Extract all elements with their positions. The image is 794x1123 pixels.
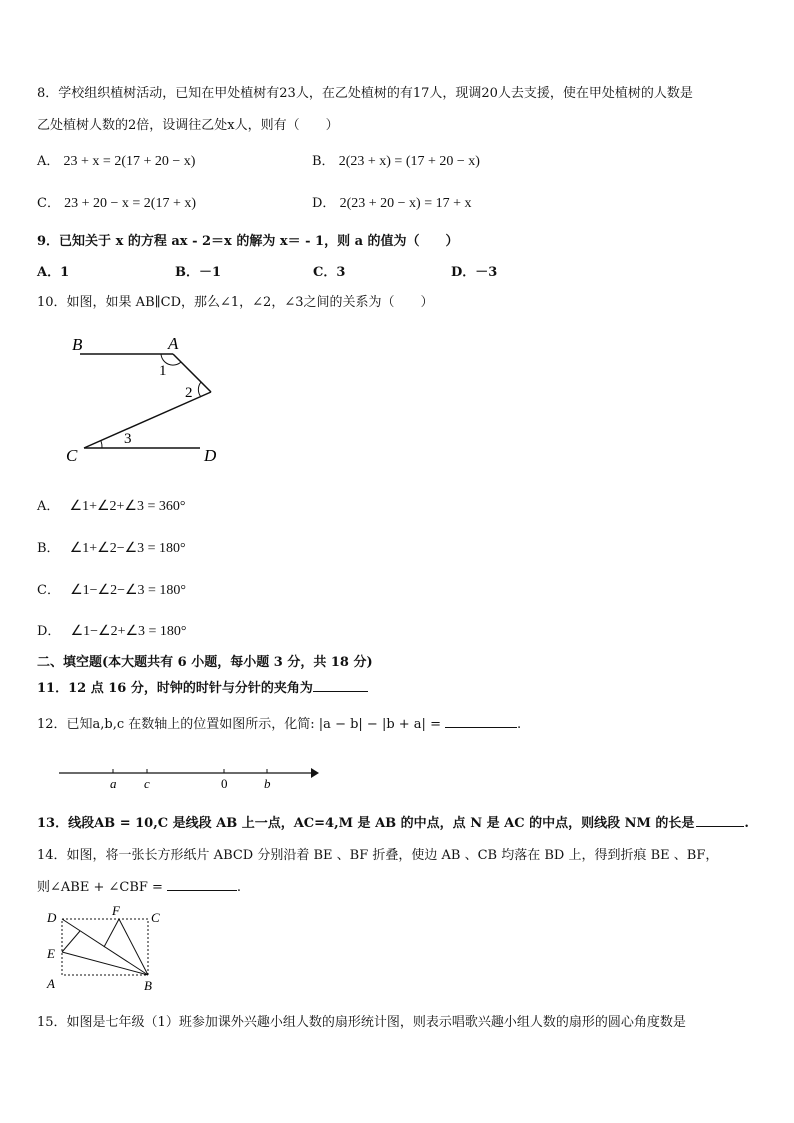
q14-end: . xyxy=(236,880,242,895)
answer-blank[interactable] xyxy=(313,679,368,692)
q12-number-line xyxy=(55,762,320,794)
option-expr: ∠1−∠2−∠3 = 180° xyxy=(70,583,187,598)
option-label: C． xyxy=(37,196,60,211)
label-a: A xyxy=(168,334,179,353)
q8-option-d xyxy=(312,192,471,212)
q15-text: 15．如图是七年级（1）班参加课外兴趣小组人数的扇形统计图，则表示唱歌兴趣小组人数的扇形的圆心角度数是 xyxy=(37,1015,686,1030)
label-b: B xyxy=(144,978,152,993)
option-label: A． xyxy=(37,154,60,169)
label-b: b xyxy=(264,776,271,791)
q10-parallel-lines-figure xyxy=(60,330,230,470)
option-expr: ∠1+∠2−∠3 = 180° xyxy=(69,541,186,556)
option-expr: ∠1−∠2+∠3 = 180° xyxy=(70,624,187,639)
crease-bf xyxy=(119,919,148,975)
label-angle2: 2 xyxy=(185,385,193,401)
q8-option-a xyxy=(37,150,195,170)
q10-option-a xyxy=(37,495,185,515)
option-label: C． xyxy=(37,583,60,598)
label-d: D xyxy=(204,446,217,465)
option-expr: 23 + 20 − x = 2(17 + x) xyxy=(64,196,196,211)
q10-text: 10．如图，如果 AB∥CD，那么∠1，∠2，∠3之间的关系为（ ） xyxy=(37,295,434,310)
q13-end: . xyxy=(744,816,749,831)
q14-line1: 14．如图，将一张长方形纸片 ABCD 分别沿着 BE 、BF 折叠，使边 AB 、CB 均落在 BD 上，得到折痕 BE 、BF， xyxy=(37,848,719,863)
crease-be xyxy=(62,952,148,975)
answer-blank[interactable] xyxy=(445,715,517,728)
angle2-arc xyxy=(198,382,201,397)
answer-blank[interactable] xyxy=(167,878,237,891)
axis-arrow xyxy=(311,768,319,778)
diagonal-bd xyxy=(62,919,148,975)
q8-option-c xyxy=(37,192,196,212)
option-label: D． xyxy=(37,624,61,639)
label-f: F xyxy=(112,905,120,918)
label-e: E xyxy=(47,946,55,961)
q8-option-b xyxy=(312,150,480,170)
option-label: B． xyxy=(37,541,60,556)
q9-option-d: D．－3 xyxy=(451,265,498,280)
option-expr: 23 + x = 2(17 + 20 − x) xyxy=(63,154,196,169)
q14-folding-figure xyxy=(42,905,172,995)
fold-edge-2 xyxy=(104,919,119,947)
label-a: a xyxy=(110,776,117,791)
q10-option-b xyxy=(37,537,186,557)
option-expr: ∠1+∠2+∠3 = 360° xyxy=(69,499,186,514)
label-angle1: 1 xyxy=(159,363,167,379)
q11 xyxy=(37,677,368,696)
q9-option-c: C．3 xyxy=(313,265,346,280)
q9-option-b: B．－1 xyxy=(175,265,222,280)
q10-option-c xyxy=(37,579,186,599)
label-a: A xyxy=(47,976,55,991)
q13-text: 13．线段AB = 10,C 是线段 AB 上一点，AC=4,M 是 AB 的中点，点 N 是 AC 的中点，则线段 NM 的长是 xyxy=(37,816,695,831)
fold-edge-1 xyxy=(62,931,80,952)
q12-end: . xyxy=(516,717,522,732)
label-zero: 0 xyxy=(221,776,228,791)
label-d: D xyxy=(47,910,57,925)
q12 xyxy=(37,713,521,732)
section-2-heading: 二、填空题(本大题共有 6 小题，每小题 3 分，共 18 分) xyxy=(37,655,373,670)
q11-text: 11．12 点 16 分，时钟的时针与分针的夹角为 xyxy=(37,681,313,696)
q8-line2: 乙处植树人数的2倍，设调往乙处x人，则有（ ） xyxy=(37,118,339,133)
label-c: c xyxy=(144,776,150,791)
q9-text: 9．已知关于 x 的方程 ax - 2＝x 的解为 x＝ - 1，则 a 的值为（ ） xyxy=(37,234,459,249)
q12-text: 12．已知a,b,c 在数轴上的位置如图所示，化简: |a − b| − |b + a| = xyxy=(37,717,441,732)
answer-blank[interactable] xyxy=(696,814,744,827)
q13 xyxy=(37,812,749,831)
label-c: C xyxy=(66,446,78,465)
q14-line2-text: 则∠ABE + ∠CBF = xyxy=(37,880,163,895)
option-label: D． xyxy=(312,196,336,211)
label-c: C xyxy=(151,910,160,925)
label-angle3: 3 xyxy=(124,431,132,447)
q14-line2 xyxy=(37,876,241,895)
label-b: B xyxy=(72,335,83,354)
option-label: B． xyxy=(312,154,335,169)
option-expr: 2(23 + x) = (17 + 20 − x) xyxy=(338,154,480,169)
angle3-arc xyxy=(101,441,102,448)
q9-option-a: A．1 xyxy=(37,265,70,280)
option-label: A． xyxy=(37,499,60,514)
q10-option-d xyxy=(37,620,187,640)
option-expr: 2(23 + 20 − x) = 17 + x xyxy=(339,196,472,211)
q8-line1: 8．学校组织植树活动，已知在甲处植树有23人，在乙处植树的有17人，现调20人去支援，使在甲处植树的人数是 xyxy=(37,86,693,101)
